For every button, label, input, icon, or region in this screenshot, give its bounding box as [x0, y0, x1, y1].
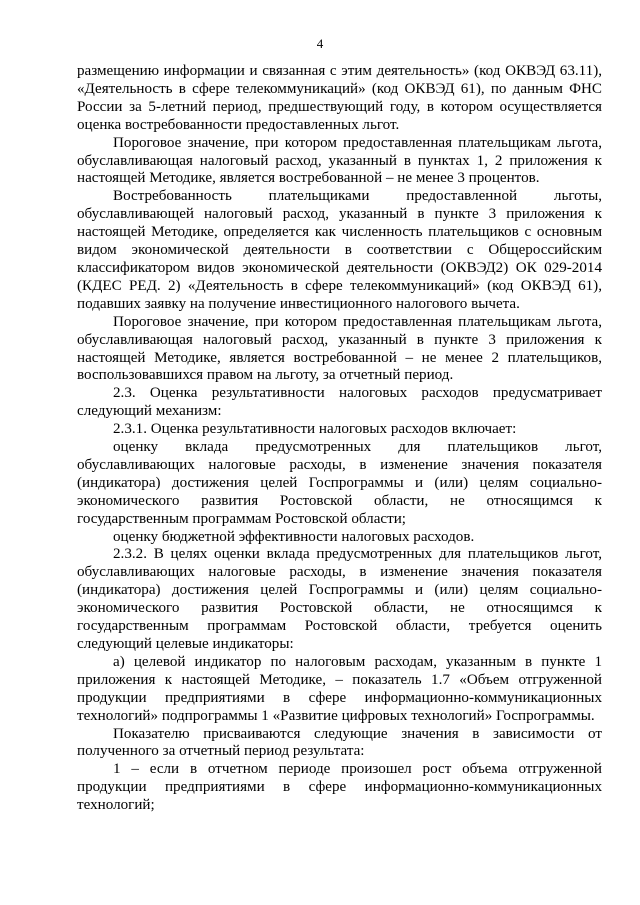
paragraph-threshold-item-3: Пороговое значение, при котором предоставленная плательщикам льгота, обуславливающая налоговый расход, указанный в пункте 3 приложения к настоящей Методике, является востребованной – не менее 2 плательщиков, воспользовавшихся правом на льготу, за отчетный период. [77, 313, 602, 384]
paragraph-contribution-assessment: оценку вклада предусмотренных для плательщиков льгот, обуславливающих налоговые расходы, в изменение значения показателя (индикатора) достижения целей Госпрограммы и (или) целям социально-экономического развития Ростовской области, не относящимся к государственным программам Ростовской области; [77, 439, 602, 527]
paragraph-section-2-3-2: 2.3.2. В целях оценки вклада предусмотренных для плательщиков льгот, обуславливающих налоговые расходы, в изменение значения показателя (индикатора) достижения целей Госпрограммы и (или) целям социально-экономического развития Ростовской области, не относящимся к государственным программам Ростовской области, требуется оценить следующий целевые индикаторы: [77, 546, 602, 652]
paragraph-demand-item-3: Востребованность плательщиками предоставленной льготы, обуславливающей налоговый расход, указанный в пункте 3 приложения к настоящей Методике, определяется как численность плательщиков с основным видом экономической деятельности в соответствии с Общероссийским классификатором видов экономической деятельности (ОКВЭД2) ОК 029-2014 (КДЕС РЕД. 2) «Деятельность в сфере телекоммуникаций» (код ОКВЭД 61), подавших заявку на получение инвестиционного налогового вычета. [77, 188, 602, 312]
paragraph-budget-efficiency: оценку бюджетной эффективности налоговых расходов. [113, 528, 475, 545]
document-body [77, 63, 602, 815]
page-number: 4 [316, 36, 324, 51]
paragraph-section-2-3-1: 2.3.1. Оценка результативности налоговых расходов включает: [113, 421, 517, 438]
paragraph-continuation: размещению информации и связанная с этим деятельность» (код ОКВЭД 63.11), «Деятельность в сфере телекоммуникаций» (код ОКВЭД 61), по данным ФНС России за 5-летний период, предшествующий году, в котором осуществляется оценка востребованности предоставленных льгот. [77, 63, 602, 133]
paragraph-section-2-3: 2.3. Оценка результативности налоговых расходов предусматривает следующий механизм: [77, 385, 602, 420]
paragraph-indicator-values: Показателю присваиваются следующие значения в зависимости от полученного за отчетный период результата: [77, 725, 602, 760]
paragraph-indicator-a: а) целевой индикатор по налоговым расходам, указанным в пункте 1 приложения к настоящей Методике, – показатель 1.7 «Объем отгруженной продукции предприятиями в сфере информационно-коммуникационных технологий» подпрограммы 1 «Развитие цифровых технологий» Госпрограммы. [77, 653, 602, 724]
paragraph-value-1: 1 – если в отчетном периоде произошел рост объема отгруженной продукции предприятиями в сфере информационно-коммуникационных технологий; [77, 761, 602, 814]
paragraph-threshold-items-1-2: Пороговое значение, при котором предоставленная плательщикам льгота, обуславливающая налоговый расход, указанный в пунктах 1, 2 приложения к настоящей Методике, является востребованной – не менее 3 процентов. [77, 134, 602, 187]
